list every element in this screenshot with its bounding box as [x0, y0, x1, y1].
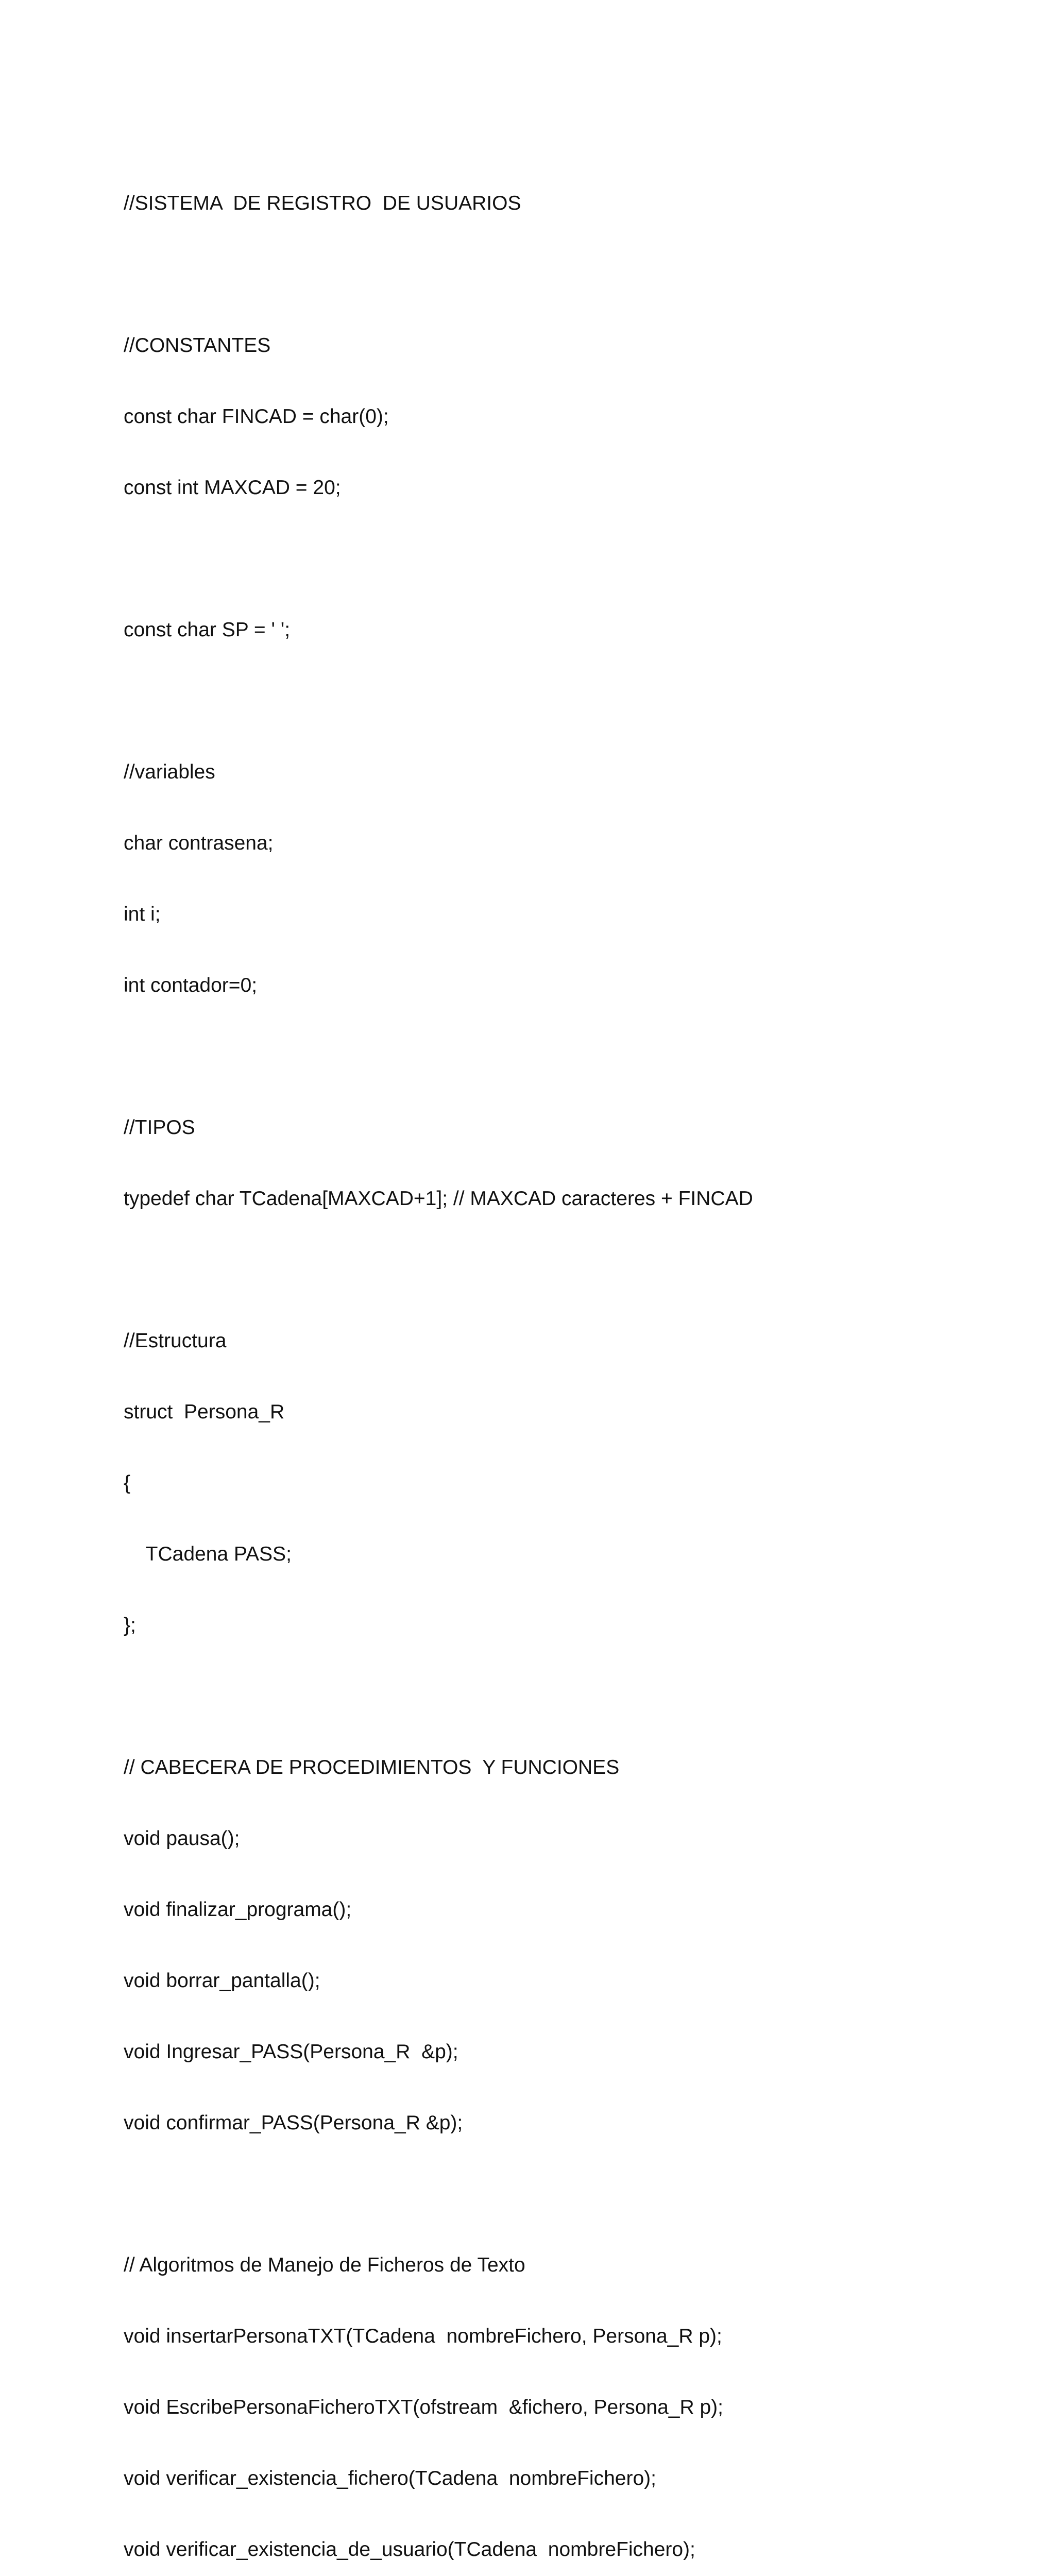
- code-line: char contrasena;: [124, 832, 274, 854]
- comment-constantes: //CONSTANTES: [124, 334, 271, 357]
- code-line: int i;: [124, 903, 161, 925]
- blank-line: [124, 1685, 1030, 1708]
- code-line: struct Persona_R: [124, 1401, 285, 1423]
- code-line: void Ingresar_PASS(Persona_R &p);: [124, 2041, 458, 2063]
- comment-variables: //variables: [124, 761, 215, 783]
- blank-line: [124, 689, 1030, 713]
- blank-line: [124, 1258, 1030, 1282]
- code-line: void pausa();: [124, 1827, 240, 1850]
- code-line: int contador=0;: [124, 974, 258, 996]
- blank-line: [124, 263, 1030, 286]
- code-line: void finalizar_programa();: [124, 1899, 352, 1921]
- code-line: void insertarPersonaTXT(TCadena nombreFichero, Persona_R p);: [124, 2325, 722, 2347]
- code-line: const int MAXCAD = 20;: [124, 477, 341, 499]
- comment-title: //SISTEMA DE REGISTRO DE USUARIOS: [124, 192, 521, 214]
- code-line: void EscribePersonaFicheroTXT(ofstream &fichero, Persona_R p);: [124, 2396, 723, 2418]
- code-line: void verificar_existencia_fichero(TCadena nombreFichero);: [124, 2467, 656, 2489]
- comment-estructura: //Estructura: [124, 1330, 227, 1352]
- code-line: typedef char TCadena[MAXCAD+1]; // MAXCAD caracteres + FINCAD: [124, 1188, 753, 1210]
- comment-tipos: //TIPOS: [124, 1116, 195, 1139]
- code-line: const char SP = ' ';: [124, 619, 291, 641]
- code-listing: [124, 144, 1030, 2576]
- comment-cabecera: // CABECERA DE PROCEDIMIENTOS Y FUNCIONES: [124, 1756, 620, 1778]
- code-line: void confirmar_PASS(Persona_R &p);: [124, 2112, 463, 2134]
- code-line: void borrar_pantalla();: [124, 1970, 320, 1992]
- code-line: void verificar_existencia_de_usuario(TCadena nombreFichero);: [124, 2538, 695, 2561]
- blank-line: [124, 1045, 1030, 1069]
- code-line: {: [124, 1472, 131, 1494]
- comment-algoritmos: // Algoritmos de Manejo de Ficheros de Texto: [124, 2254, 525, 2276]
- code-line: };: [124, 1614, 136, 1636]
- blank-line: [124, 547, 1030, 571]
- blank-line: [124, 2182, 1030, 2206]
- code-line: TCadena PASS;: [124, 1543, 292, 1565]
- code-line: const char FINCAD = char(0);: [124, 405, 389, 428]
